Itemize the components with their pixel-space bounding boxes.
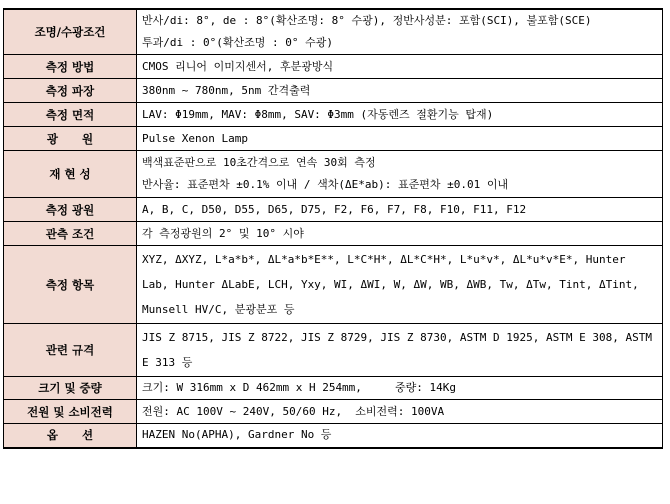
row-value <box>137 127 663 151</box>
row-value <box>137 246 663 324</box>
row-value <box>137 55 663 79</box>
table-row <box>4 127 663 151</box>
table-row <box>4 377 663 400</box>
value-line: 투과/di : 0°(확산조명 : 0° 수광) <box>142 36 333 49</box>
value-line: 반사/di: 8°, de : 8°(확산조명: 8° 수광), 정반사성분: 포함(SCI), 불포함(SCE) <box>142 14 592 27</box>
value-line: HAZEN No(APHA), Gardner No 등 <box>142 428 332 442</box>
row-label: 전원 및 소비전력 <box>4 400 137 424</box>
table-row <box>4 103 663 127</box>
row-value <box>137 103 663 127</box>
value-line: 백색표준판으로 10초간격으로 연속 30회 측정 <box>142 156 376 169</box>
row-value <box>137 424 663 448</box>
row-value <box>137 198 663 222</box>
value-line: 각 측정광원의 2° 및 10° 시야 <box>142 226 304 240</box>
row-value <box>137 79 663 103</box>
value-line: Pulse Xenon Lamp <box>142 131 248 145</box>
row-label: 측정 광원 <box>4 198 137 222</box>
table-row <box>4 79 663 103</box>
value-line: A, B, C, D50, D55, D65, D75, F2, F6, F7, F8, F10, F11, F12 <box>142 202 527 216</box>
row-label: 재 현 성 <box>4 151 137 198</box>
row-label: 크기 및 중량 <box>4 377 137 400</box>
value-line: 크기: W 316mm x D 462mm x H 254mm, 중량: 14Kg <box>142 381 457 394</box>
table-row <box>4 222 663 246</box>
row-label: 측정 파장 <box>4 79 137 103</box>
value-line: 전원: AC 100V ~ 240V, 50/60 Hz, 소비전력: 100VA <box>142 404 445 418</box>
row-label: 관측 조건 <box>4 222 137 246</box>
row-label: 측정 면적 <box>4 103 137 127</box>
spec-table <box>3 8 663 449</box>
value-line: CMOS 리니어 이미지센서, 후분광방식 <box>142 59 334 73</box>
table-row <box>4 151 663 198</box>
row-value <box>137 377 663 400</box>
row-label: 광 원 <box>4 127 137 151</box>
table-row <box>4 324 663 377</box>
row-label: 측정 방법 <box>4 55 137 79</box>
row-label: 관련 규격 <box>4 324 137 377</box>
row-value <box>137 324 663 377</box>
value-text: XYZ, ΔXYZ, L*a*b*, ΔL*a*b*E**, L*C*H*, ΔL*C*H*, L*u*v*, ΔL*u*v*E*, Hunter Lab, Hunter ΔLabE, LCH, Yxy, WI, ΔWI, W, ΔW, WB, ΔWB, Tw, ΔTw, Tint, ΔTint, Munsell HV/C, 분광분포 등 <box>142 253 639 316</box>
row-label: 조명/수광조건 <box>4 9 137 55</box>
table-row <box>4 55 663 79</box>
value-text: JIS Z 8715, JIS Z 8722, JIS Z 8729, JIS Z 8730, ASTM D 1925, ASTM E 308, ASTM E 313 등 <box>142 331 652 369</box>
row-value <box>137 400 663 424</box>
value-line: 반사율: 표준편차 ±0.1% 이내 / 색차(ΔE*ab): 표준편차 ±0.01 이내 <box>142 178 509 191</box>
table-row <box>4 400 663 424</box>
row-label: 측정 항목 <box>4 246 137 324</box>
table-row <box>4 246 663 324</box>
value-line: LAV: Φ19mm, MAV: Φ8mm, SAV: Φ3mm (자동렌즈 절환기능 탑재) <box>142 107 494 121</box>
table-row <box>4 198 663 222</box>
table-row <box>4 9 663 55</box>
row-value <box>137 222 663 246</box>
row-value <box>137 9 663 55</box>
row-value <box>137 151 663 198</box>
table-row <box>4 424 663 448</box>
row-label: 옵 션 <box>4 424 137 448</box>
value-line: 380nm ~ 780nm, 5nm 간격출력 <box>142 83 311 97</box>
